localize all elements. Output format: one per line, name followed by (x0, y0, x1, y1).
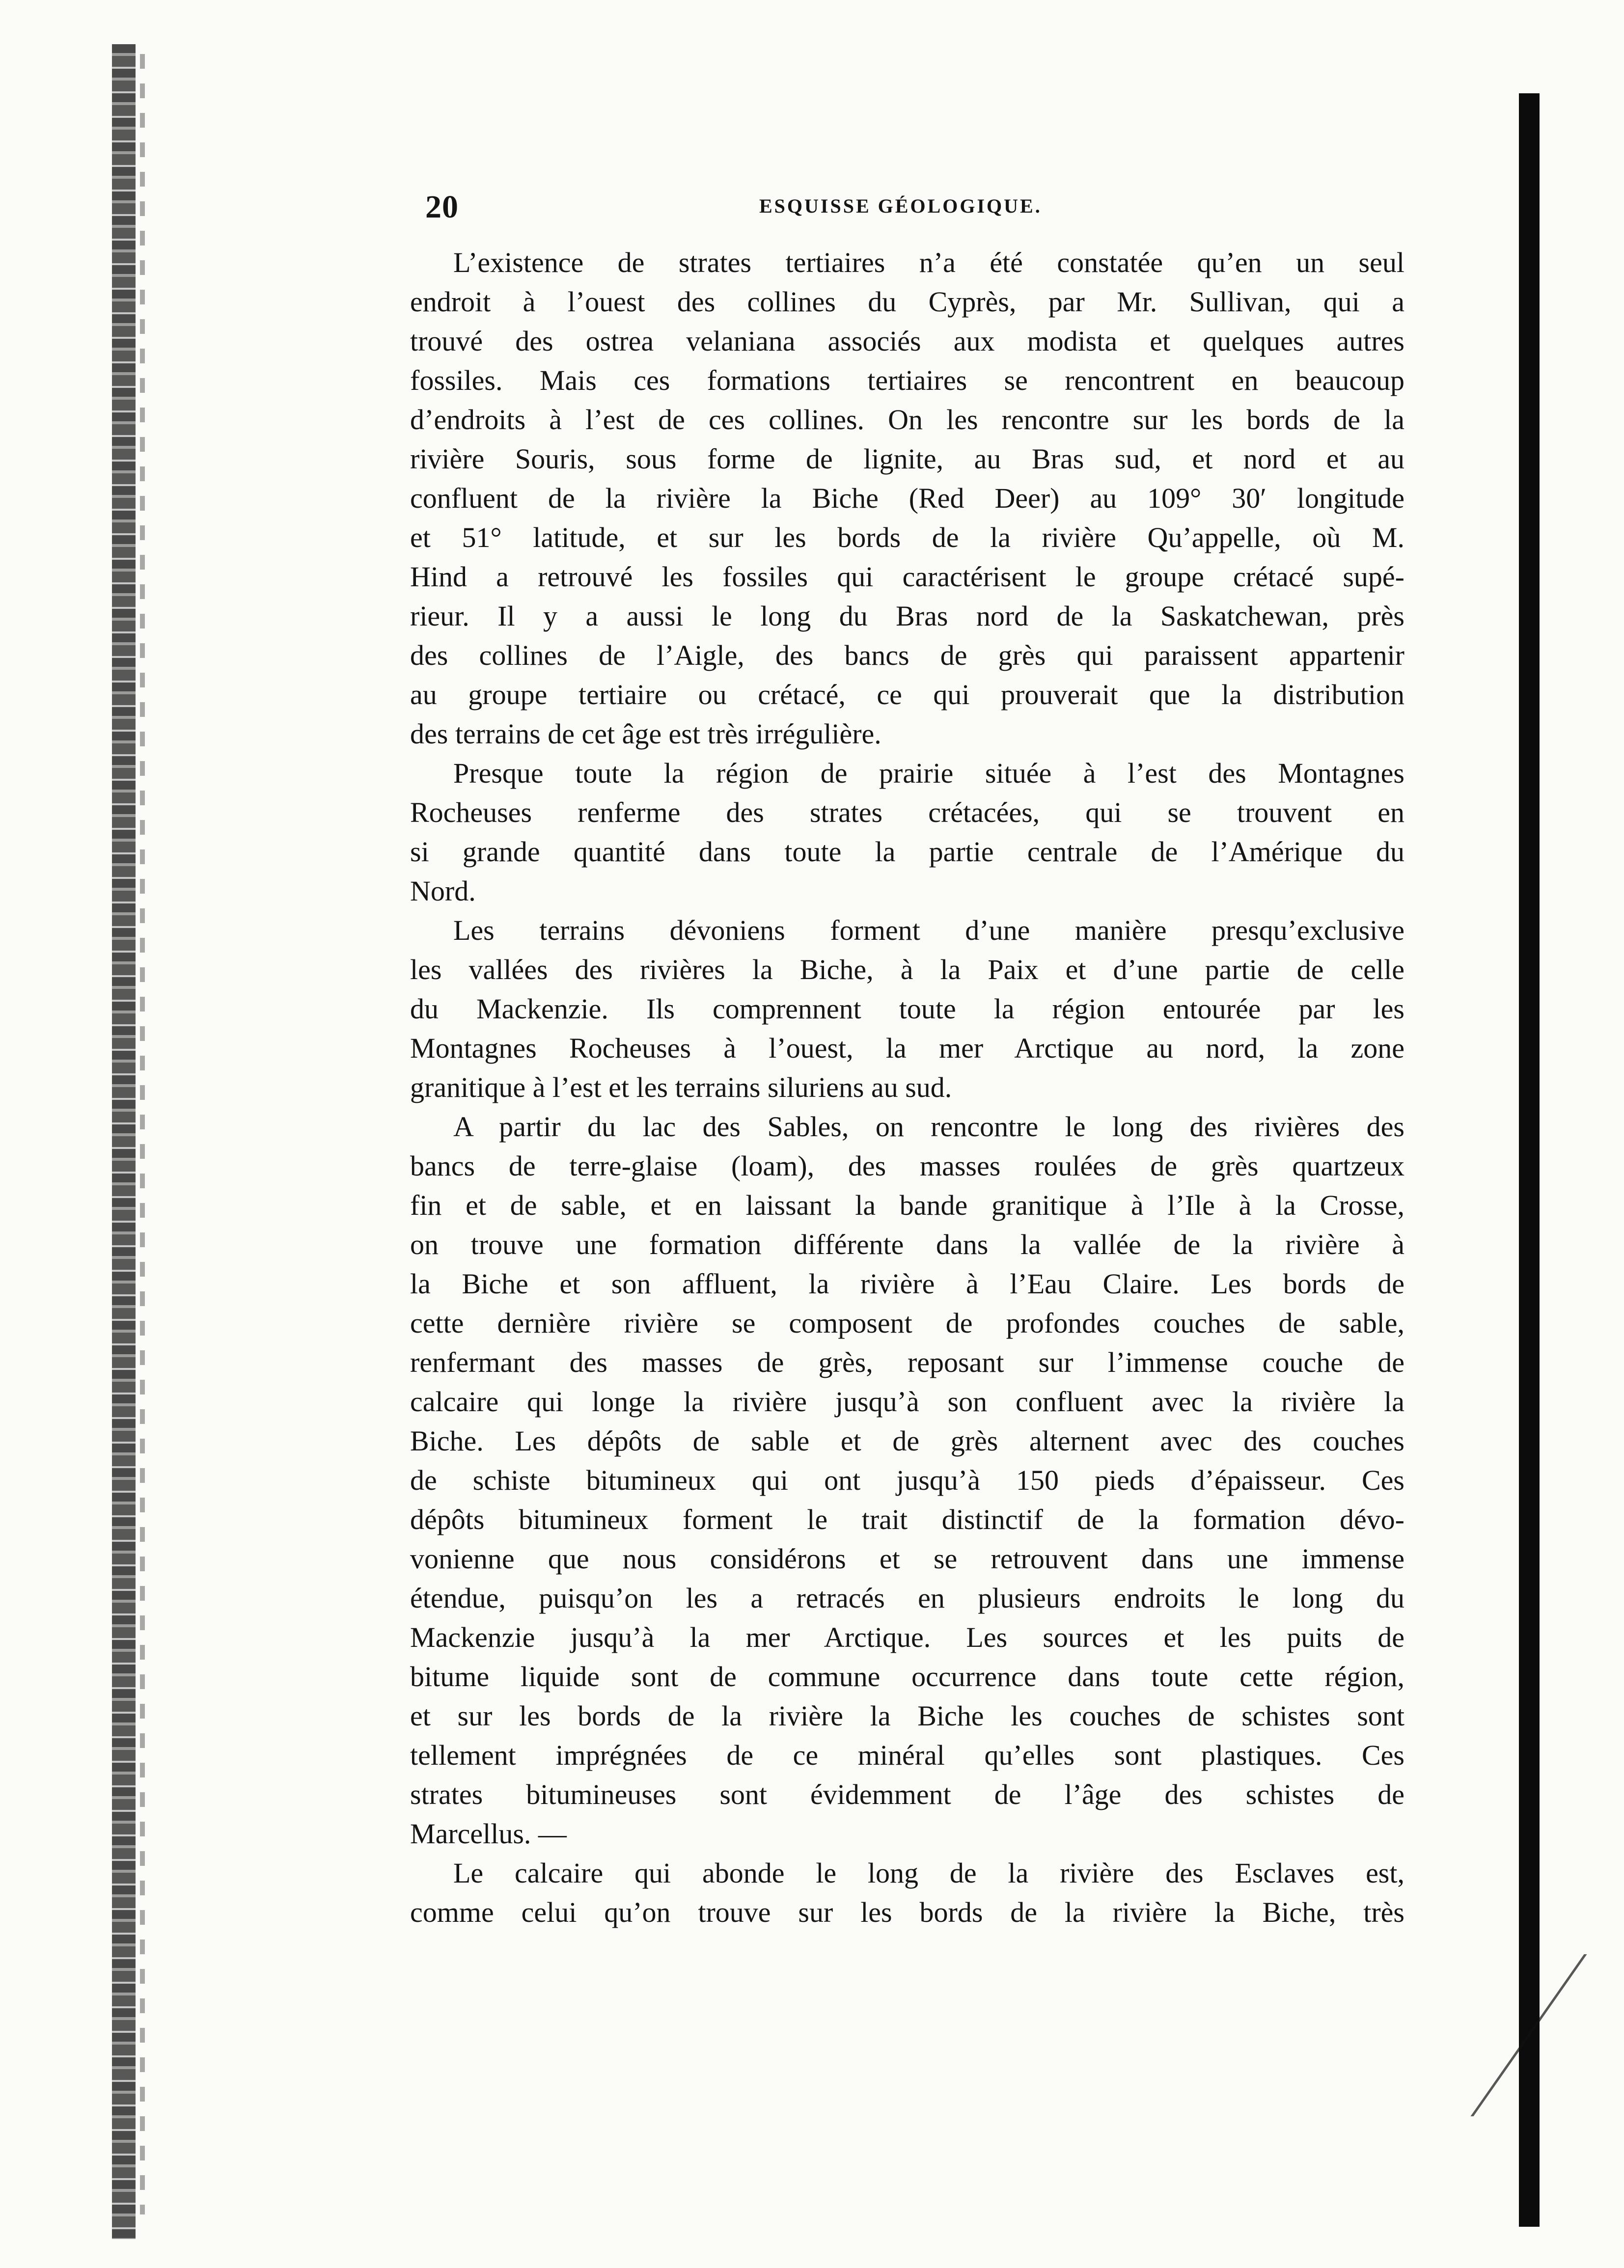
text-line: de schiste bitumineux qui ont jusqu’à 150 pieds d’épaisseur. Ces (410, 1464, 1404, 1496)
text-line: Nord. (410, 875, 476, 907)
page-edge-mark (1470, 1954, 1624, 2116)
page-edge-bar (1519, 93, 1540, 2227)
page-number: 20 (425, 189, 459, 225)
text-line: Marcellus. — (410, 1818, 567, 1850)
text-line: comme celui qu’on trouve sur les bords de la rivière la Biche, très (410, 1896, 1404, 1928)
text-line: au groupe tertiaire ou crétacé, ce qui prouverait que la distribution (410, 679, 1404, 710)
text-line: Presque toute la région de prairie située à l’est des Montagnes (453, 757, 1404, 789)
text-line: bitume liquide sont de commune occurrence dans toute cette région, (410, 1661, 1404, 1693)
text-line: Montagnes Rocheuses à l’ouest, la mer Arctique au nord, la zone (410, 1032, 1404, 1064)
text-line: on trouve une formation différente dans la vallée de la rivière à (410, 1229, 1404, 1260)
text-line: endroit à l’ouest des collines du Cyprès, par Mr. Sullivan, qui a (410, 286, 1404, 318)
text-line: rivière Souris, sous forme de lignite, au Bras sud, et nord et au (410, 443, 1404, 475)
text-line: fossiles. Mais ces formations tertiaires se rencontrent en beaucoup (410, 364, 1404, 396)
body-text (410, 243, 1404, 1932)
text-line: du Mackenzie. Ils comprennent toute la région entourée par les (410, 993, 1404, 1025)
text-line: L’existence de strates tertiaires n’a été constatée qu’en un seul (453, 246, 1404, 278)
page-title: ESQUISSE GÉOLOGIQUE. (759, 195, 1042, 217)
text-line: d’endroits à l’est de ces collines. On les rencontre sur les bords de la (410, 404, 1404, 436)
text-line: Mackenzie jusqu’à la mer Arctique. Les sources et les puits de (410, 1621, 1404, 1653)
text-line: Hind a retrouvé les fossiles qui caractérisent le groupe crétacé supé- (410, 561, 1404, 593)
text-line: Rocheuses renferme des strates crétacées, qui se trouvent en (410, 796, 1404, 828)
text-line: trouvé des ostrea velaniana associés aux modista et quelques autres (410, 325, 1404, 357)
text-line: strates bitumineuses sont évidemment de l’âge des schistes de (410, 1778, 1404, 1810)
text-line: les vallées des rivières la Biche, à la Paix et d’une partie de celle (410, 954, 1404, 985)
text-line: Les terrains dévoniens forment d’une manière presqu’exclusive (453, 914, 1404, 946)
text-line: confluent de la rivière la Biche (Red Deer) au 109° 30′ longitude (410, 482, 1404, 514)
text-line: granitique à l’est et les terrains siluriens au sud. (410, 1071, 952, 1103)
binding-shadow-inner (140, 54, 145, 2214)
text-line: si grande quantité dans toute la partie centrale de l’Amérique du (410, 836, 1404, 868)
text-line: rieur. Il y a aussi le long du Bras nord de la Saskatchewan, près (410, 600, 1404, 632)
running-head (425, 189, 1407, 228)
text-line: la Biche et son affluent, la rivière à l’Eau Claire. Les bords de (410, 1268, 1404, 1300)
text-line: des terrains de cet âge est très irrégulière. (410, 718, 881, 750)
text-line: cette dernière rivière se composent de profondes couches de sable, (410, 1307, 1404, 1339)
text-line: Le calcaire qui abonde le long de la rivière des Esclaves est, (453, 1857, 1404, 1889)
text-line: renfermant des masses de grès, reposant sur l’immense couche de (410, 1346, 1404, 1378)
text-line: calcaire qui longe la rivière jusqu’à son confluent avec la rivière la (410, 1386, 1404, 1418)
text-line: vonienne que nous considérons et se retrouvent dans une immense (410, 1543, 1404, 1575)
binding-shadow (112, 44, 136, 2239)
text-line: dépôts bitumineux forment le trait distinctif de la formation dévo- (410, 1503, 1404, 1535)
text-line: Biche. Les dépôts de sable et de grès alternent avec des couches (410, 1425, 1404, 1457)
text-line: bancs de terre-glaise (loam), des masses roulées de grès quartzeux (410, 1150, 1404, 1182)
text-line: et 51° latitude, et sur les bords de la rivière Qu’appelle, où M. (410, 521, 1404, 553)
text-line: tellement imprégnées de ce minéral qu’elles sont plastiques. Ces (410, 1739, 1404, 1771)
text-line: A partir du lac des Sables, on rencontre le long des rivières des (453, 1111, 1404, 1143)
text-line: étendue, puisqu’on les a retracés en plusieurs endroits le long du (410, 1582, 1404, 1614)
text-line: et sur les bords de la rivière la Biche les couches de schistes sont (410, 1700, 1404, 1732)
text-line: fin et de sable, et en laissant la bande granitique à l’Ile à la Crosse, (410, 1189, 1404, 1221)
text-line: des collines de l’Aigle, des bancs de grès qui paraissent appartenir (410, 639, 1404, 671)
